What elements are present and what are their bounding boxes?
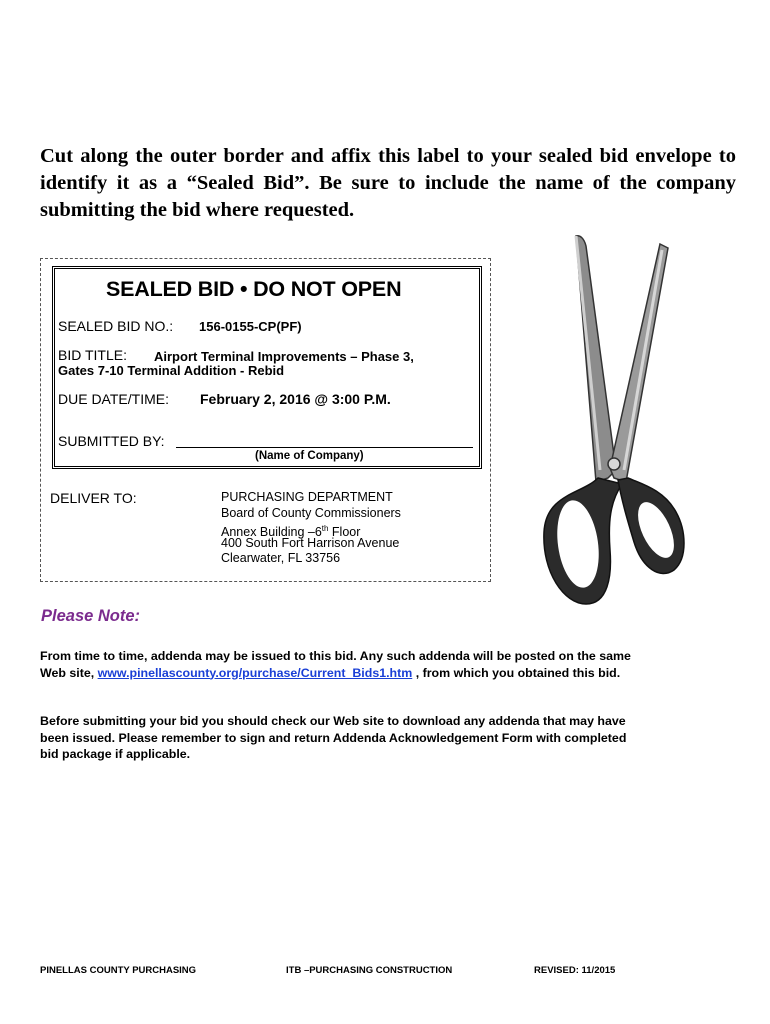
deliver-dept: PURCHASING DEPARTMENT	[221, 490, 393, 504]
bid-number-label: SEALED BID NO.:	[58, 318, 174, 334]
deliver-line2-pre: Annex Building –6	[221, 525, 322, 540]
footer-left: PINELLAS COUNTY PURCHASING	[40, 965, 197, 976]
bid-title-value-line1: Airport Terminal Improvements – Phase 3,	[154, 349, 414, 364]
please-note-heading: Please Note:	[41, 607, 141, 625]
due-date-value: February 2, 2016 @ 3:00 P.M.	[200, 391, 391, 407]
submitted-by-label: SUBMITTED BY:	[58, 433, 165, 449]
deliver-to-label: DELIVER TO:	[50, 490, 137, 506]
bid-title-value-line2: Gates 7-10 Terminal Addition - Rebid	[58, 363, 285, 378]
bid-number-value: 156-0155-CP(PF)	[199, 319, 302, 334]
label-title: SEALED BID • DO NOT OPEN	[106, 277, 402, 301]
company-name-caption: (Name of Company)	[255, 450, 364, 462]
bid-title-label: BID TITLE:	[58, 347, 127, 363]
deliver-line1: Board of County Commissioners	[221, 506, 401, 520]
instructions-paragraph: Cut along the outer border and affix this label to your sealed bid envelope to identify it as a “Sealed Bid”. Be sure to include the name of the company submitting the bid where requested.	[40, 145, 736, 221]
addenda-text-pre: From time to time, addenda may be issued to this bid. Any such addenda will be posted on the same Web site,	[40, 649, 631, 680]
footer-right: REVISED: 11/2015	[534, 965, 616, 976]
footer-center: ITB –PURCHASING CONSTRUCTION	[286, 965, 453, 976]
company-name-line[interactable]	[176, 447, 473, 448]
deliver-line2-sup: th	[321, 524, 329, 533]
addenda-paragraph	[40, 648, 640, 681]
addenda-text-post: , from which you obtained this bid.	[412, 665, 621, 680]
submission-paragraph: Before submitting your bid you should check our Web site to download any addenda that may have been issued. Please remember to sign and return Addenda Acknowledgement Form with completed bid package if applicable.	[40, 714, 627, 761]
due-date-label: DUE DATE/TIME:	[58, 391, 169, 407]
current-bids-link[interactable]: www.pinellascounty.org/purchase/Current_Bids1.htm	[97, 665, 413, 680]
deliver-line2-post: Floor	[328, 525, 361, 540]
deliver-line3: 400 South Fort Harrison Avenue	[221, 536, 400, 550]
scissors-icon	[538, 232, 688, 610]
deliver-line4: Clearwater, FL 33756	[221, 551, 341, 565]
